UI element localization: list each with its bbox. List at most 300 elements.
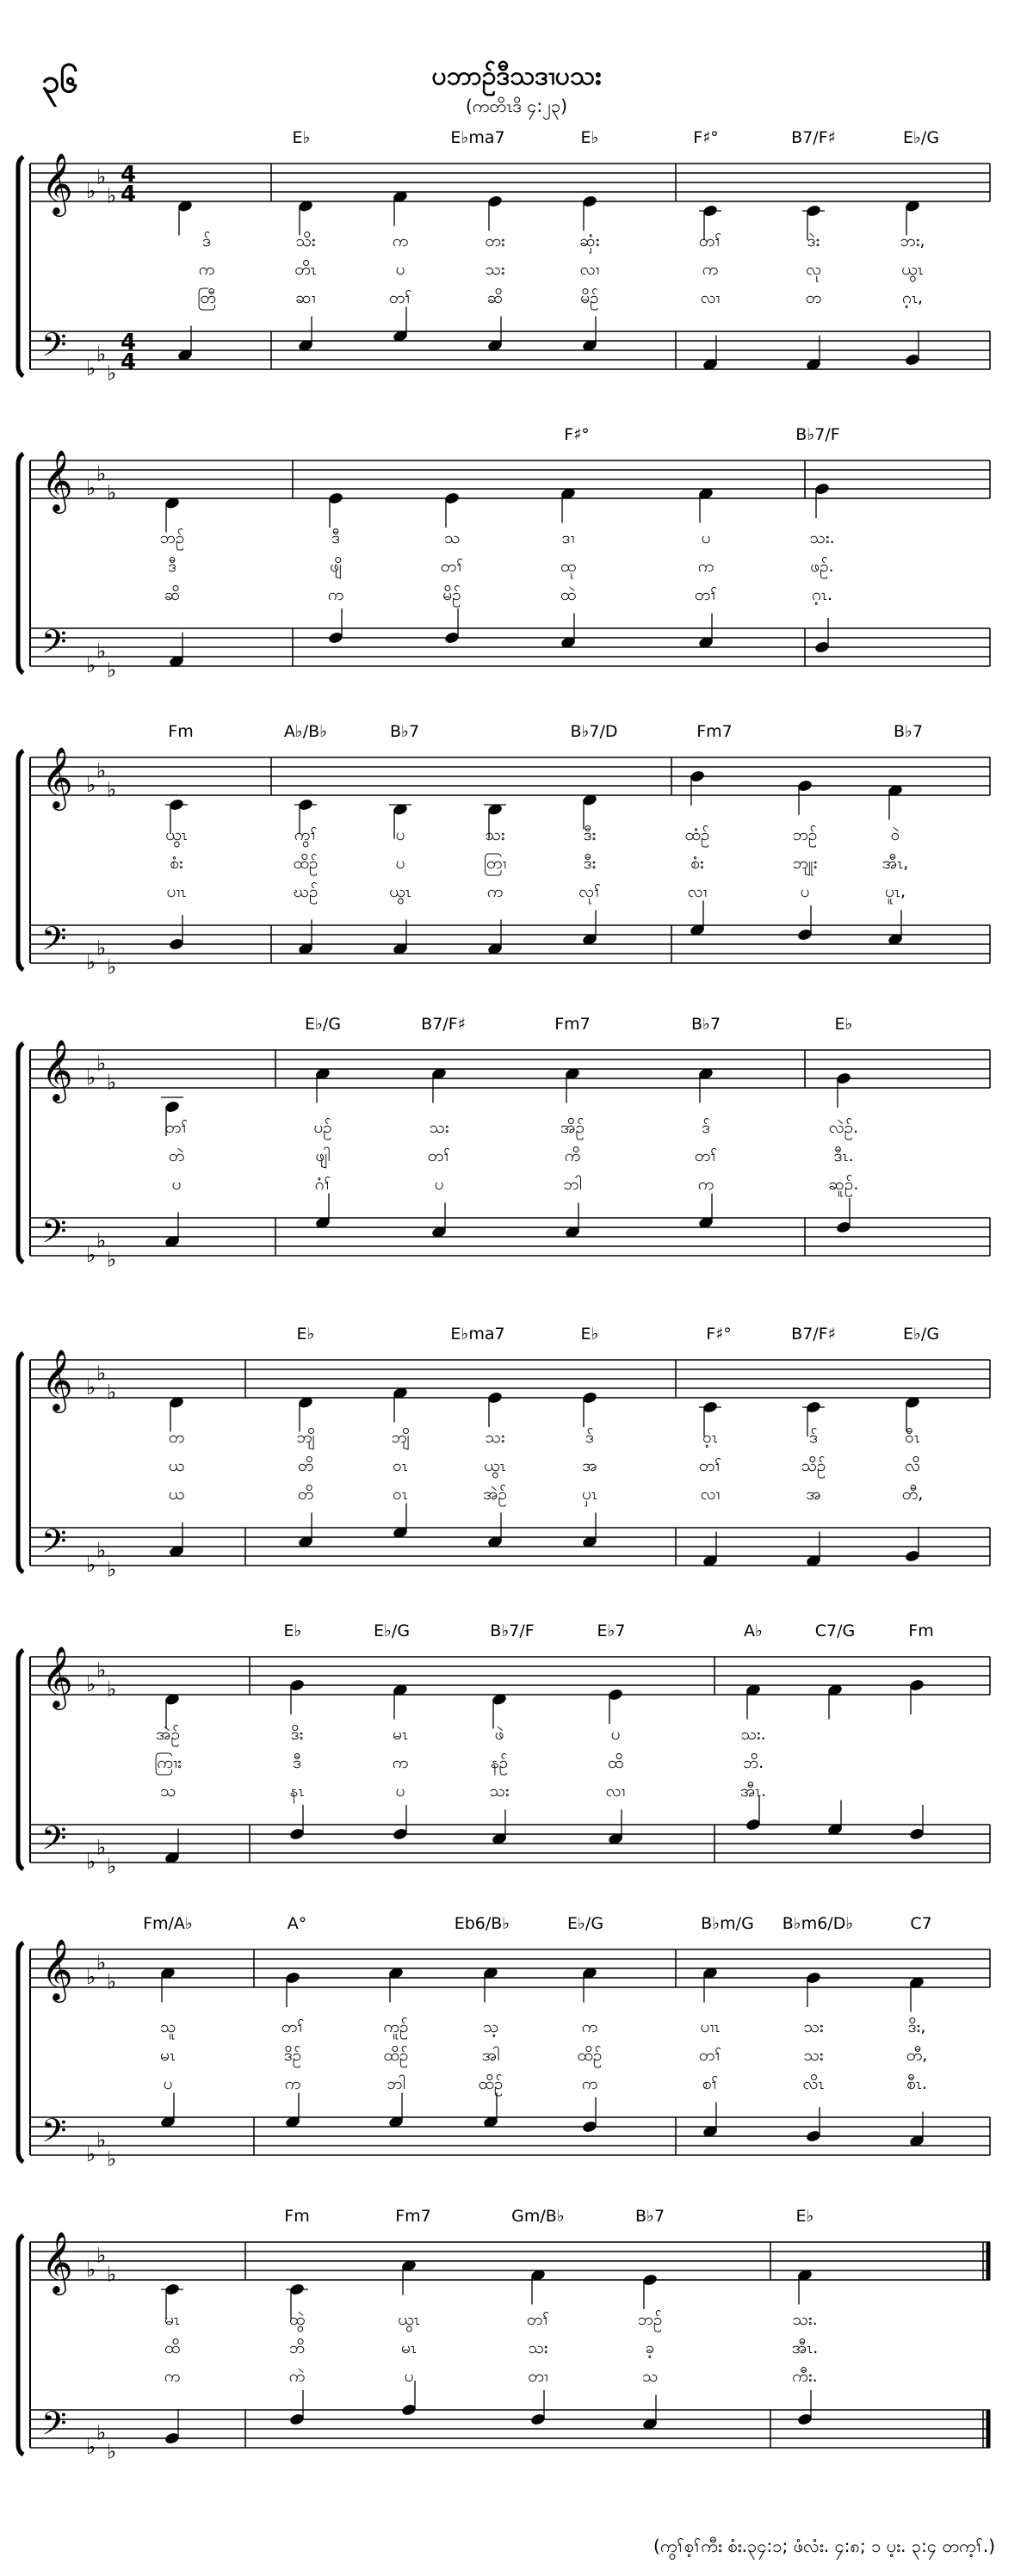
lyric-syllable-verse-1: ဒီ	[331, 528, 340, 547]
lyric-syllable-verse-3: ပှၤ	[582, 1485, 597, 1504]
lyric-syllable-verse-1: ထံဉ်	[684, 825, 710, 844]
page-number: ၃၆	[41, 61, 78, 100]
treble-clef-icon: 𝄞	[41, 2230, 73, 2293]
chord-symbol: Gm/B♭	[511, 2207, 565, 2226]
bass-clef-icon: 𝄢	[41, 1522, 67, 1568]
lyric-syllable-verse-2: ပ	[395, 854, 405, 873]
key-signature-flat: ♭	[107, 1854, 117, 1879]
chord-symbol: Fm7	[395, 2207, 431, 2226]
bass-clef-icon: 𝄢	[41, 2111, 67, 2158]
chord-symbol: E♭	[292, 128, 311, 147]
lyric-syllable-verse-3: ပ	[800, 882, 810, 901]
lyric-syllable-verse-2: ကြၢး	[154, 1753, 182, 1772]
treble-clef-icon: 𝄞	[41, 448, 73, 511]
key-signature-flat: ♭	[86, 773, 96, 797]
lyric-syllable-verse-1: ဘး,	[900, 232, 925, 250]
lyric-syllable-verse-1: အိဉ်	[560, 1118, 585, 1137]
lyric-syllable-verse-3: က	[486, 882, 504, 901]
treble-clef-icon: 𝄞	[41, 151, 73, 214]
chord-symbol: E♭ma7	[450, 128, 505, 147]
key-signature-flat: ♭	[86, 1850, 96, 1874]
lyric-syllable-verse-2: ဖျါ	[315, 1146, 331, 1165]
lyric-syllable-verse-2: ထု	[560, 557, 577, 576]
lyric-syllable-verse-2: အါ	[481, 2046, 500, 2065]
key-signature-flat: ♭	[96, 1051, 107, 1076]
lyric-syllable-verse-3: အီၤ.	[739, 1782, 767, 1801]
chord-symbol: E♭	[795, 2207, 814, 2226]
lyric-syllable-verse-3: ဂ့ၤ.	[811, 585, 833, 604]
lyric-syllable-verse-2: မၤ	[160, 2046, 176, 2065]
lyric-syllable-verse-3: က	[284, 2074, 301, 2093]
lyric-syllable-verse-3: ဆူဉ်.	[828, 1175, 859, 1194]
lyric-syllable-verse-1: ဘျိ	[296, 1428, 315, 1447]
lyric-syllable-verse-2: ပ	[395, 260, 405, 279]
lyric-syllable-verse-3: တိ	[297, 1485, 314, 1504]
lyric-syllable-verse-1: ပ	[701, 528, 711, 547]
lyric-syllable-verse-1: သိး	[295, 232, 316, 250]
key-signature-flat: ♭	[96, 758, 107, 783]
bass-time-signature-top: 4	[121, 330, 137, 355]
key-signature-flat: ♭	[86, 476, 96, 500]
lyric-syllable-verse-1: သး	[803, 2017, 824, 2036]
key-signature-flat: ♭	[96, 1950, 107, 1975]
lyric-syllable-verse-2: မၤ	[401, 2338, 417, 2357]
lyric-syllable-verse-3: အဲဉ်	[483, 1485, 507, 1504]
lyric-syllable-verse-2: ယ	[168, 1456, 185, 1475]
lyric-syllable-verse-1: အဲဉ်	[156, 1725, 180, 1744]
key-signature-flat: ♭	[86, 1553, 96, 1577]
key-signature-flat: ♭	[96, 1835, 107, 1860]
bass-clef-icon: 𝄢	[41, 1212, 67, 1258]
lyric-syllable-verse-2: ခ့	[645, 2338, 655, 2357]
key-signature-flat: ♭	[86, 2435, 96, 2459]
lyric-syllable-verse-1: ဝ့ၤ	[702, 1428, 718, 1447]
chord-symbol: B♭7/F	[795, 425, 840, 444]
lyric-syllable-verse-1: က	[581, 2017, 598, 2036]
key-signature-flat: ♭	[96, 461, 107, 486]
lyric-syllable-verse-2: က	[702, 260, 719, 279]
key-signature-flat: ♭	[96, 1228, 107, 1253]
lyric-syllable-verse-1: တၢ်	[698, 232, 722, 250]
lyric-syllable-verse-3: မိဉ်	[580, 288, 599, 307]
lyric-syllable-verse-1: ဖဲ	[494, 1725, 504, 1744]
treble-clef-icon: 𝄞	[41, 1645, 73, 1708]
treble-time-signature-bottom: 4	[121, 182, 137, 207]
lyric-syllable-verse-3: စၢ်	[702, 2074, 719, 2093]
system-4	[18, 1015, 990, 1272]
lyric-syllable-verse-3: က	[697, 1175, 714, 1194]
lyric-syllable-verse-3: ပ	[163, 2074, 173, 2093]
chord-symbol: C7/G	[814, 1622, 856, 1640]
lyric-syllable-verse-1: က	[392, 232, 409, 250]
chord-symbol: E♭	[296, 1325, 315, 1344]
lyric-syllable-verse-3: ဆိ	[486, 288, 504, 307]
key-signature-flat: ♭	[86, 653, 96, 677]
key-signature-flat: ♭	[86, 1066, 96, 1090]
treble-clef-icon: 𝄞	[41, 1937, 73, 2000]
lyric-syllable-verse-2: သး	[528, 2338, 548, 2357]
lyric-syllable-verse-2: ဘိ.	[742, 1753, 764, 1772]
lyric-syllable-verse-3: ပူၤ,	[884, 882, 906, 901]
treble-clef-icon: 𝄞	[41, 1348, 73, 1411]
system-8	[18, 2207, 990, 2464]
bass-time-signature-bottom: 4	[121, 349, 137, 375]
chord-symbol: B♭7/F	[490, 1622, 535, 1640]
lyric-syllable-verse-3: နၤ	[289, 1782, 305, 1801]
lyric-syllable-verse-3: ပ	[404, 2367, 414, 2386]
lyric-syllable-verse-3: လၢ	[605, 1782, 626, 1801]
lyric-syllable-verse-3: ကဲ	[288, 2367, 306, 2386]
lyric-syllable-verse-2: တၢ်	[694, 1146, 718, 1165]
chord-symbol: A°	[287, 1914, 307, 1933]
lyric-syllable-verse-2: က	[198, 260, 215, 279]
chord-symbol: E♭7	[597, 1622, 626, 1640]
lyric-syllable-verse-3: ပၢၤ	[166, 882, 187, 901]
key-signature-flat: ♭	[107, 1969, 117, 1994]
chord-symbol: E♭/G	[373, 1622, 411, 1640]
chord-symbol: Eb6/B♭	[454, 1914, 510, 1933]
chord-symbol: E♭/G	[304, 1015, 342, 1034]
lyric-syllable-verse-1: ဝဲ	[890, 825, 900, 844]
system-bracket	[18, 157, 23, 376]
lyric-syllable-verse-1: ဒီး	[583, 825, 597, 844]
lyric-syllable-verse-1: ထွဲ	[288, 2310, 306, 2329]
key-signature-flat: ♭	[86, 179, 96, 203]
lyric-syllable-verse-2: တီ,	[906, 2046, 928, 2065]
lyric-syllable-verse-3: က	[327, 585, 344, 604]
lyric-syllable-verse-3: လၢ	[700, 1485, 721, 1504]
lyric-syllable-verse-3: သ	[159, 1782, 176, 1801]
lyric-syllable-verse-3: လၢ	[700, 288, 721, 307]
scripture-reference: (ကတိၤဒိ ၄:၂၃)	[466, 96, 567, 116]
lyric-syllable-verse-2: ဒီ	[168, 557, 176, 576]
lyric-syllable-verse-1: သး	[485, 825, 505, 844]
system-bracket	[18, 751, 23, 970]
chord-symbol: B7/F♯	[791, 1325, 836, 1344]
lyric-syllable-verse-1: သူ	[159, 2017, 176, 2036]
lyric-syllable-verse-1: ပ	[610, 1725, 621, 1744]
lyric-syllable-verse-1: သး.	[792, 2310, 818, 2329]
lyric-syllable-verse-2: တိ	[297, 1456, 314, 1475]
chord-symbol: E♭/G	[902, 128, 940, 147]
lyric-syllable-verse-1: တ	[168, 1428, 185, 1447]
lyric-syllable-verse-3: ဘါ	[387, 2074, 405, 2093]
lyric-syllable-verse-3: တၢ်	[694, 585, 718, 604]
chord-symbol: A♭	[744, 1622, 763, 1640]
key-signature-flat: ♭	[96, 2128, 107, 2153]
key-signature-flat: ♭	[96, 2243, 107, 2268]
lyric-syllable-verse-2: သး	[803, 2046, 824, 2065]
lyric-syllable-verse-1: မၤ	[393, 1725, 408, 1744]
lyric-syllable-verse-1: တၢ်	[164, 1118, 189, 1137]
key-signature-flat: ♭	[107, 1380, 117, 1405]
system-bracket	[18, 454, 23, 673]
chord-symbol: A♭/B♭	[283, 722, 328, 741]
chord-symbol: E♭	[580, 1325, 599, 1344]
key-signature-flat: ♭	[96, 936, 107, 961]
chord-symbol: B♭m/G	[701, 1914, 754, 1933]
lyric-syllable-verse-1: သး.	[740, 1725, 766, 1744]
lyric-syllable-verse-2: ထိဉ်	[577, 2046, 603, 2065]
lyric-syllable-verse-1: ဒ်	[702, 1118, 710, 1137]
lyric-syllable-verse-1: ဘျိ	[391, 1428, 410, 1447]
footer-note: (ကွၢ်စ့ၢ်ကီး စံး.၃၄:၁; ဖံလံး. ၄:၈; ၁ ပ့း. ၃:၄ တက့ၢ်.)	[653, 2536, 995, 2556]
system-bracket	[18, 1353, 23, 1572]
key-signature-flat: ♭	[107, 2147, 117, 2171]
lyric-syllable-verse-3: ဂံၢ်	[314, 1175, 331, 1194]
lyric-syllable-verse-2: နဉ်	[490, 1753, 509, 1772]
lyric-syllable-verse-3: တီ,	[901, 1485, 924, 1504]
lyric-syllable-verse-3: လၢ	[687, 882, 708, 901]
chord-symbol: B♭7	[690, 1015, 721, 1034]
chord-symbol: B7/F♯	[421, 1015, 466, 1034]
treble-clef-icon: 𝄞	[41, 1038, 73, 1101]
lyric-syllable-verse-2: အီၤ.	[791, 2338, 819, 2357]
system-bracket	[18, 1650, 23, 1869]
key-signature-flat: ♭	[107, 954, 117, 979]
lyric-syllable-verse-3: ပ	[171, 1175, 182, 1194]
lyric-syllable-verse-2: တဲ	[168, 1146, 185, 1165]
lyric-syllable-verse-1: ဒိး,	[907, 2017, 926, 2036]
lyric-syllable-verse-2: ဝၤ	[393, 1456, 408, 1475]
lyric-syllable-verse-2: သိဉ်	[801, 1456, 826, 1475]
lyric-syllable-verse-2: တၢ်	[440, 557, 464, 576]
lyric-syllable-verse-3: သ	[641, 2367, 659, 2386]
key-signature-flat: ♭	[107, 2262, 117, 2287]
key-signature-flat: ♭	[107, 777, 117, 802]
chord-symbol: F♯°	[693, 128, 719, 147]
lyric-syllable-verse-2: ဒိဉ်	[283, 2046, 302, 2065]
chord-symbol: B7/F♯	[791, 128, 836, 147]
chord-symbol: Fm7	[554, 1015, 591, 1034]
key-signature-flat: ♭	[107, 183, 117, 208]
lyric-syllable-verse-2: က	[697, 557, 714, 576]
chord-symbol: E♭/G	[566, 1914, 604, 1933]
key-signature-flat: ♭	[86, 1965, 96, 1989]
chord-symbol: Fm	[168, 722, 194, 741]
lyric-syllable-verse-3: တၢ	[528, 2367, 548, 2386]
lyric-syllable-verse-1: ဒ်	[585, 1428, 594, 1447]
lyric-syllable-verse-3: ဃဉ်	[293, 882, 319, 901]
lyric-syllable-verse-2: ဖျိ	[330, 557, 342, 576]
lyric-syllable-verse-2: ထိ	[607, 1753, 624, 1772]
lyric-syllable-verse-3: ဘါ	[563, 1175, 582, 1194]
lyric-syllable-verse-2: ဒီၤ.	[833, 1146, 854, 1165]
system-2	[18, 425, 990, 683]
lyric-syllable-verse-1: သး.	[809, 528, 835, 547]
system-5	[18, 1325, 990, 1582]
lyric-syllable-verse-2: တြၢ	[483, 854, 507, 873]
chord-symbol: B♭m6/D♭	[782, 1914, 854, 1933]
system-1	[18, 128, 990, 386]
key-signature-flat: ♭	[107, 361, 117, 386]
chord-symbol: E♭	[580, 128, 599, 147]
chord-symbol: B♭7	[389, 722, 420, 741]
lyric-syllable-verse-1: ဒၢ	[561, 528, 575, 547]
lyric-syllable-verse-1: ကူဉ်	[383, 2017, 409, 2036]
lyric-syllable-verse-2: စံး	[170, 854, 183, 873]
lyric-syllable-verse-2: ထိဉ်	[383, 2046, 409, 2065]
chord-symbol: B♭7	[893, 722, 924, 741]
lyric-syllable-verse-3: အ	[806, 1485, 821, 1504]
key-signature-flat: ♭	[96, 1361, 107, 1386]
lyric-syllable-verse-1: သး	[429, 1118, 449, 1137]
key-signature-flat: ♭	[86, 1375, 96, 1399]
lyric-syllable-verse-1: မၤ	[164, 2310, 180, 2329]
lyric-syllable-verse-2: က	[392, 1753, 409, 1772]
lyric-syllable-verse-1: ဘဉ်	[159, 528, 185, 547]
lyric-syllable-verse-3: ဂ့ၤ,	[901, 288, 924, 307]
chord-symbol: E♭	[834, 1015, 853, 1034]
bass-clef-icon: 𝄢	[41, 1819, 67, 1865]
lyric-syllable-verse-3: ထဲ	[560, 585, 577, 604]
lyric-syllable-verse-1: ဒ်	[202, 232, 211, 250]
lyric-syllable-verse-2: တၢ်	[698, 1456, 722, 1475]
lyric-syllable-verse-3: ယွၤ	[389, 882, 411, 901]
key-signature-flat: ♭	[107, 658, 117, 683]
lyric-syllable-verse-1: ကွၢ်	[294, 825, 318, 844]
lyric-syllable-verse-2: ဖဉ်.	[810, 557, 834, 576]
treble-clef-icon: 𝄞	[41, 745, 73, 808]
key-signature-flat: ♭	[86, 1672, 96, 1696]
key-signature-flat: ♭	[96, 1658, 107, 1683]
key-signature-flat: ♭	[107, 1247, 117, 1272]
lyric-syllable-verse-1: ယွၤ	[398, 2310, 420, 2329]
lyric-syllable-verse-1: ဒ်	[809, 1428, 818, 1447]
lyric-syllable-verse-2: ကိ	[564, 1146, 581, 1165]
bass-clef-icon: 𝄢	[41, 622, 67, 669]
chord-symbol: C7	[910, 1914, 932, 1933]
lyric-syllable-verse-1: လဲဉ်.	[828, 1118, 859, 1137]
system-3	[18, 722, 990, 979]
lyric-syllable-verse-3: ဆၢ	[295, 288, 316, 307]
lyric-syllable-verse-2: တိၤ	[294, 260, 317, 279]
lyric-syllable-verse-2: လိ	[905, 1456, 920, 1475]
chord-symbol: E♭/G	[902, 1325, 940, 1344]
lyric-syllable-verse-2: ယွၤ	[901, 260, 924, 279]
system-6	[18, 1622, 990, 1879]
lyric-syllable-verse-2: အ	[582, 1456, 597, 1475]
chord-symbol: Fm	[284, 2207, 310, 2226]
lyric-syllable-verse-3: စီၤ.	[906, 2074, 927, 2093]
lyric-syllable-verse-1: သး	[485, 1428, 505, 1447]
lyric-syllable-verse-1: ဒဲး	[807, 232, 820, 250]
key-signature-flat: ♭	[107, 1557, 117, 1582]
lyric-syllable-verse-2: အီၤ,	[881, 854, 909, 873]
lyric-syllable-verse-2: စံး	[690, 854, 704, 873]
bass-clef-icon: 𝄢	[41, 919, 67, 966]
key-signature-flat: ♭	[96, 164, 107, 189]
lyric-syllable-verse-1: ဝီၤ	[905, 1428, 920, 1447]
lyric-syllable-verse-3: က	[164, 2367, 181, 2386]
lyric-syllable-verse-1: ဘဉ်	[637, 2310, 663, 2329]
chord-symbol: Fm	[908, 1622, 934, 1640]
lyric-syllable-verse-3: ဝၤ	[393, 1485, 408, 1504]
lyric-syllable-verse-1: ပဉ်	[313, 1118, 332, 1137]
lyric-syllable-verse-3: သး	[489, 1782, 510, 1801]
lyric-syllable-verse-3: တြီ	[197, 288, 216, 307]
lyric-syllable-verse-2: ဒီး	[583, 854, 597, 873]
system-bracket	[18, 1043, 23, 1263]
lyric-syllable-verse-2: ထိ	[164, 2338, 181, 2357]
key-signature-flat: ♭	[86, 2142, 96, 2166]
lyric-syllable-verse-1: သ	[443, 528, 461, 547]
chord-symbol: Fm7	[696, 722, 733, 741]
lyric-syllable-verse-2: ဒီ	[293, 1753, 301, 1772]
lyric-syllable-verse-1: တၢ်	[526, 2310, 550, 2329]
key-signature-flat: ♭	[96, 639, 107, 664]
lyric-syllable-verse-2: ဘိ	[288, 2338, 306, 2357]
lyric-syllable-verse-1: ဆှံး	[579, 232, 600, 250]
key-signature-flat: ♭	[86, 950, 96, 974]
bass-clef-icon: 𝄢	[41, 325, 67, 372]
lyric-syllable-verse-2: တၢ်	[427, 1146, 451, 1165]
lyric-syllable-verse-1: ဘဉ်	[792, 825, 818, 844]
lyric-syllable-verse-3: ပ	[434, 1175, 444, 1194]
chord-symbol: B♭7	[634, 2207, 665, 2226]
chord-symbol: B♭7/D	[570, 722, 618, 741]
key-signature-flat: ♭	[86, 1243, 96, 1267]
key-signature-flat: ♭	[107, 480, 117, 505]
lyric-syllable-verse-2: လၢ	[579, 260, 600, 279]
lyric-syllable-verse-2: တၢ်	[698, 2046, 722, 2065]
lyric-syllable-verse-2: ဘျုး	[792, 854, 818, 873]
lyric-syllable-verse-3: မိဉ်	[442, 585, 461, 604]
lyric-syllable-verse-3: ကီး.	[792, 2367, 818, 2386]
lyric-syllable-verse-3: က	[581, 2074, 598, 2093]
system-bracket	[18, 2235, 23, 2455]
chord-symbol: F♯°	[564, 425, 590, 444]
chord-symbol: Fm/A♭	[143, 1914, 193, 1933]
chord-symbol: F♯°	[706, 1325, 732, 1344]
system-bracket	[18, 1943, 23, 2162]
lyric-syllable-verse-1: တၢ်	[281, 2017, 305, 2036]
treble-time-signature-top: 4	[121, 162, 137, 188]
lyric-syllable-verse-1: ပ	[395, 825, 405, 844]
bass-clef-icon: 𝄢	[41, 2404, 67, 2450]
chord-symbol: E♭	[283, 1622, 302, 1640]
lyric-syllable-verse-1: တး	[485, 232, 505, 250]
lyric-syllable-verse-2: လု	[806, 260, 821, 279]
lyric-syllable-verse-3: ထိဉ်	[478, 2074, 504, 2093]
key-signature-flat: ♭	[86, 2258, 96, 2282]
lyric-syllable-verse-1: ဒိး	[290, 1725, 304, 1744]
lyric-syllable-verse-3: လိၤ	[802, 2074, 825, 2093]
system-7	[18, 1914, 990, 2171]
key-signature-flat: ♭	[86, 356, 96, 380]
lyric-syllable-verse-3: ဆိ	[164, 585, 181, 604]
lyric-syllable-verse-3: တ	[805, 288, 822, 307]
lyric-syllable-verse-3: တၢ်	[388, 288, 412, 307]
key-signature-flat: ♭	[96, 342, 107, 367]
key-signature-flat: ♭	[96, 1538, 107, 1563]
lyric-syllable-verse-1: ပၢၤ	[700, 2017, 721, 2036]
key-signature-flat: ♭	[107, 1677, 117, 1702]
lyric-syllable-verse-3: လုၢ်	[578, 882, 601, 901]
chord-symbol: E♭ma7	[450, 1325, 505, 1344]
lyric-syllable-verse-3: ပ	[395, 1782, 405, 1801]
song-title: ပဘာဉ်ဒီသဒၢပသး	[431, 61, 602, 91]
key-signature-flat: ♭	[96, 2420, 107, 2445]
lyric-syllable-verse-2: သး	[485, 260, 505, 279]
lyric-syllable-verse-1: သ့	[482, 2017, 499, 2036]
lyric-syllable-verse-1: ယွၤ	[165, 825, 188, 844]
key-signature-flat: ♭	[107, 2439, 117, 2464]
lyric-syllable-verse-2: ယွၤ	[484, 1456, 506, 1475]
key-signature-flat: ♭	[107, 1070, 117, 1095]
lyric-syllable-verse-3: ယ	[168, 1485, 185, 1504]
lyric-syllable-verse-2: ထိဉ်	[293, 854, 319, 873]
